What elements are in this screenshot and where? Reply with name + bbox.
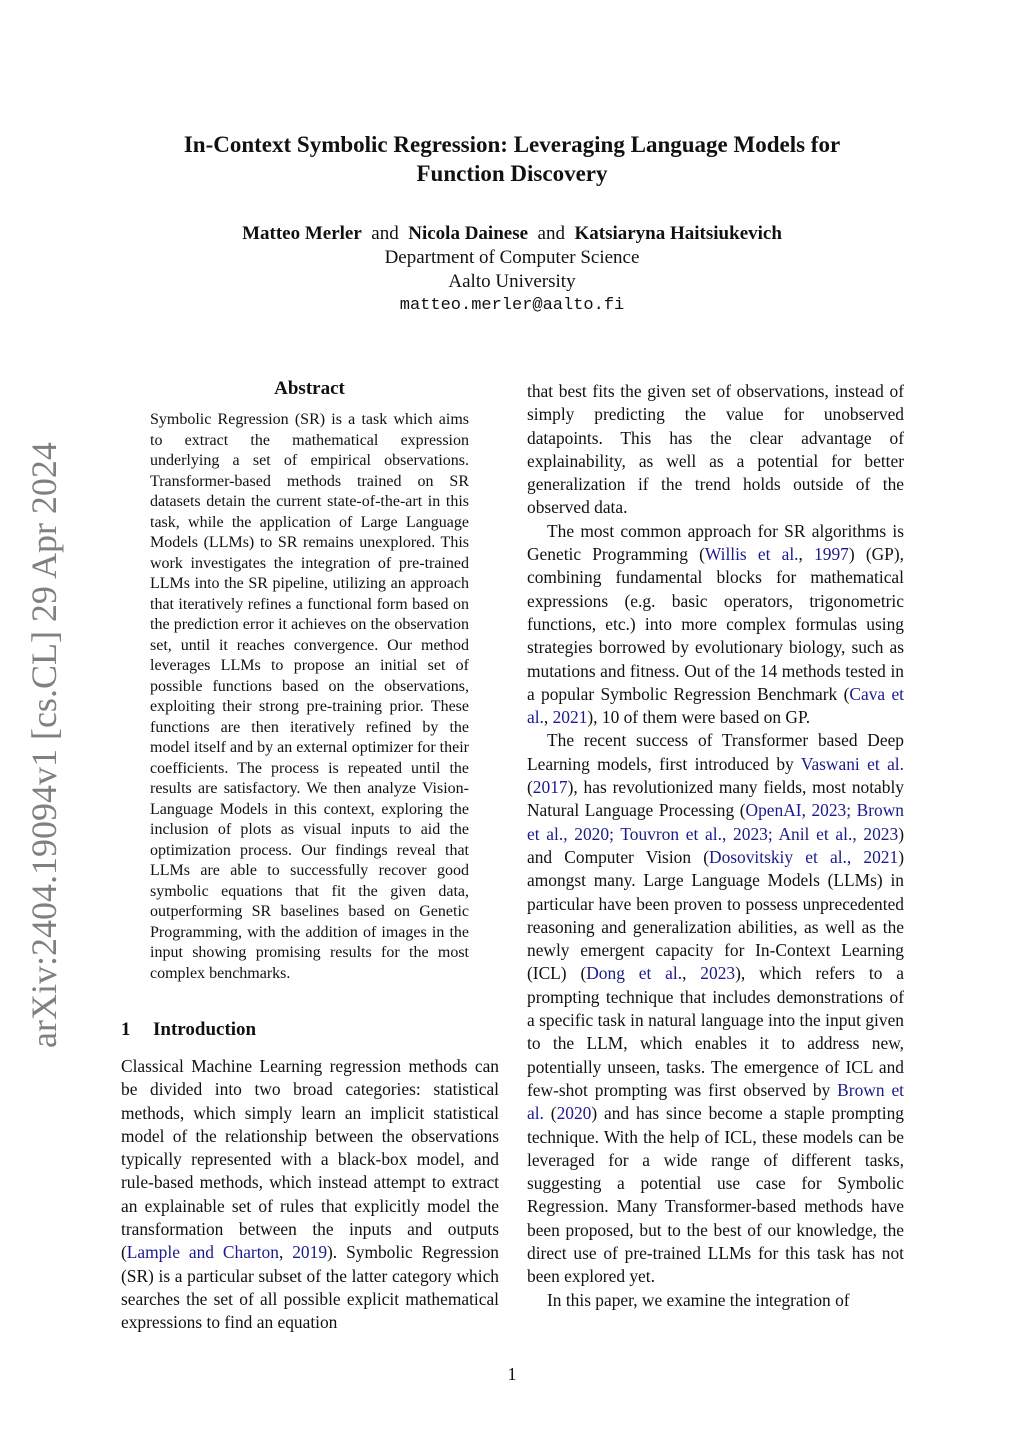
- page-number: 1: [507, 1364, 517, 1384]
- text-span: ,: [798, 544, 815, 565]
- author-email[interactable]: matteo.merler@aalto.fi: [399, 296, 625, 315]
- author-sep-1: and: [371, 223, 399, 244]
- intro-paragraph-3: [527, 729, 904, 1288]
- text-span: Classical Machine Learning regression methods can be divided into two broad categories: statistical methods, which simply learn an implicit statistical model of the relationship between the observations typically represented with a black-box model, and rule-based methods, which instead attempt to extract an explainable set of rules that explicitly model the transformation between the inputs and outputs (: [121, 1056, 499, 1263]
- author-sep-2: and: [537, 223, 565, 244]
- citation-link[interactable]: OpenAI, 2023; Brown et al., 2020; Touvron et al., 2023; Anil et al., 2023: [527, 800, 904, 844]
- author-2: Nicola Dainese: [408, 223, 529, 244]
- author-names: [120, 222, 904, 246]
- text-span: ,: [543, 707, 553, 728]
- text-span: ), 10 of them were based on GP.: [587, 707, 811, 728]
- text-span: ) and Computer Vision (: [527, 823, 904, 867]
- left-column: [121, 1055, 499, 1335]
- text-span: ,: [278, 1242, 293, 1263]
- citation-link[interactable]: Brown et al.: [527, 1079, 904, 1124]
- text-span: ,: [682, 963, 701, 984]
- citation-link[interactable]: Willis et al.: [704, 544, 799, 565]
- citation-link[interactable]: 2021: [552, 707, 588, 728]
- text-span: ), which refers to a prompting technique that includes demonstrations of a specific task in natural language into the input given to the LLM, which enables it to address new, potentially unseen, tasks. The emergence of ICL and few-shot prompting was first observed by: [527, 963, 904, 1100]
- citation-link[interactable]: Lample and Charton: [126, 1242, 279, 1263]
- author-block: [120, 222, 904, 318]
- section-title: Introduction: [153, 1019, 257, 1040]
- section-number: 1: [121, 1019, 131, 1040]
- text-span: The most common approach for SR algorithms is Genetic Programming (: [527, 520, 904, 565]
- text-span: ), has revolutionized many fields, most notably Natural Language Processing (: [527, 777, 904, 821]
- title-line-1: In-Context Symbolic Regression: Leveraging Language Models for: [183, 132, 841, 157]
- citation-link[interactable]: Dong et al.: [586, 963, 683, 984]
- right-column: [527, 380, 904, 1312]
- abstract-text: Symbolic Regression (SR) is a task which aims to extract the mathematical expression underlying a set of empirical observations. Transformer-based methods trained on SR datasets detain the current state-of-the-art in this task, while the application of Large Language Models (LLMs) to SR remains unexplored. This work investigates the integration of pre-trained LLMs into the SR pipeline, utilizing an approach that iteratively refines a functional form based on the prediction error it achieves on the observation set, until it reaches convergence. Our method leverages LLMs to propose an initial set of possible functions based on the observations, exploiting their strong pre-training prior. These functions are then iteratively refined by the model itself and by an external optimizer for their coefficients. The process is repeated until the results are satisfactory. We then analyze Vision-Language Models in this context, exploring the inclusion of plots as visual inputs to aid the optimization process. Our findings reveal that LLMs are able to successfully recover good symbolic equations that fit the given data, outperforming SR baselines based on Genetic Programming, with the addition of images in the input showing promising results for the most complex benchmarks.: [150, 411, 469, 982]
- text-span: ) (GP), combining fundamental blocks for mathematical expressions (e.g. basic operators, trigonometric functions, etc.) into more complex formulas using strategies borrowed by evolutionary biology, such as mutations and fitness. Out of the 14 methods tested in a popular Symbolic Regression Benchmark (: [527, 544, 904, 704]
- citation-link[interactable]: 2023: [700, 963, 736, 984]
- text-span: (: [527, 777, 533, 798]
- arxiv-identifier: arXiv:2404.19094v1 [cs.CL] 29 Apr 2024: [24, 442, 64, 1048]
- affiliation-university: Aalto University: [448, 271, 576, 292]
- text-span: ) amongst many. Large Language Models (LLMs) in particular have been proven to possess unprecedented reasoning and generalization abilities, as well as the newly emergent capacity for In-Context Learning (ICL) (: [527, 846, 904, 984]
- title-line-2: Function Discovery: [416, 161, 608, 186]
- citation-link[interactable]: Dosovitskiy et al., 2021: [709, 846, 899, 867]
- citation-link[interactable]: Cava et al.: [527, 683, 905, 728]
- affiliation-department: Department of Computer Science: [384, 247, 640, 268]
- paper-title: [120, 130, 904, 188]
- intro-paragraph-2: [527, 520, 904, 730]
- abstract-heading: Abstract: [274, 378, 345, 399]
- citation-link[interactable]: 2020: [556, 1103, 592, 1124]
- intro-paragraph-4: In this paper, we examine the integration of: [547, 1289, 850, 1310]
- citation-link[interactable]: 1997: [814, 544, 849, 565]
- citation-link[interactable]: 2017: [532, 777, 568, 798]
- intro-paragraph-1: [121, 1055, 499, 1335]
- citation-link[interactable]: 2019: [292, 1242, 328, 1263]
- section-heading-introduction: [121, 1019, 501, 1041]
- author-3: Katsiaryna Haitsiukevich: [574, 223, 782, 244]
- text-span: ). Symbolic Regression (SR) is a particular subset of the latter category which searches the set of all possible explicit mathematical expressions to find an equation: [121, 1242, 499, 1333]
- intro-paragraph-1-cont: that best fits the given set of observations, instead of simply predicting the value for unobserved datapoints. This has the clear advantage of explainability, as well as a potential for better generalization if the trend holds outside of the observed data.: [527, 381, 904, 518]
- text-span: The recent success of Transformer based Deep Learning models, first introduced by: [527, 730, 904, 774]
- text-span: ) and has since become a staple prompting technique. With the help of ICL, these models can be leveraged for a wide range of different tasks, suggesting a potential use case for Symbolic Regression. Many Transformer-based methods have been proposed, but to the best of our knowledge, the direct use of pre-trained LLMs for this task has not been explored yet.: [527, 1103, 904, 1287]
- text-span: (: [543, 1103, 557, 1124]
- author-1: Matteo Merler: [242, 223, 362, 244]
- citation-link[interactable]: Vaswani et al.: [800, 753, 904, 774]
